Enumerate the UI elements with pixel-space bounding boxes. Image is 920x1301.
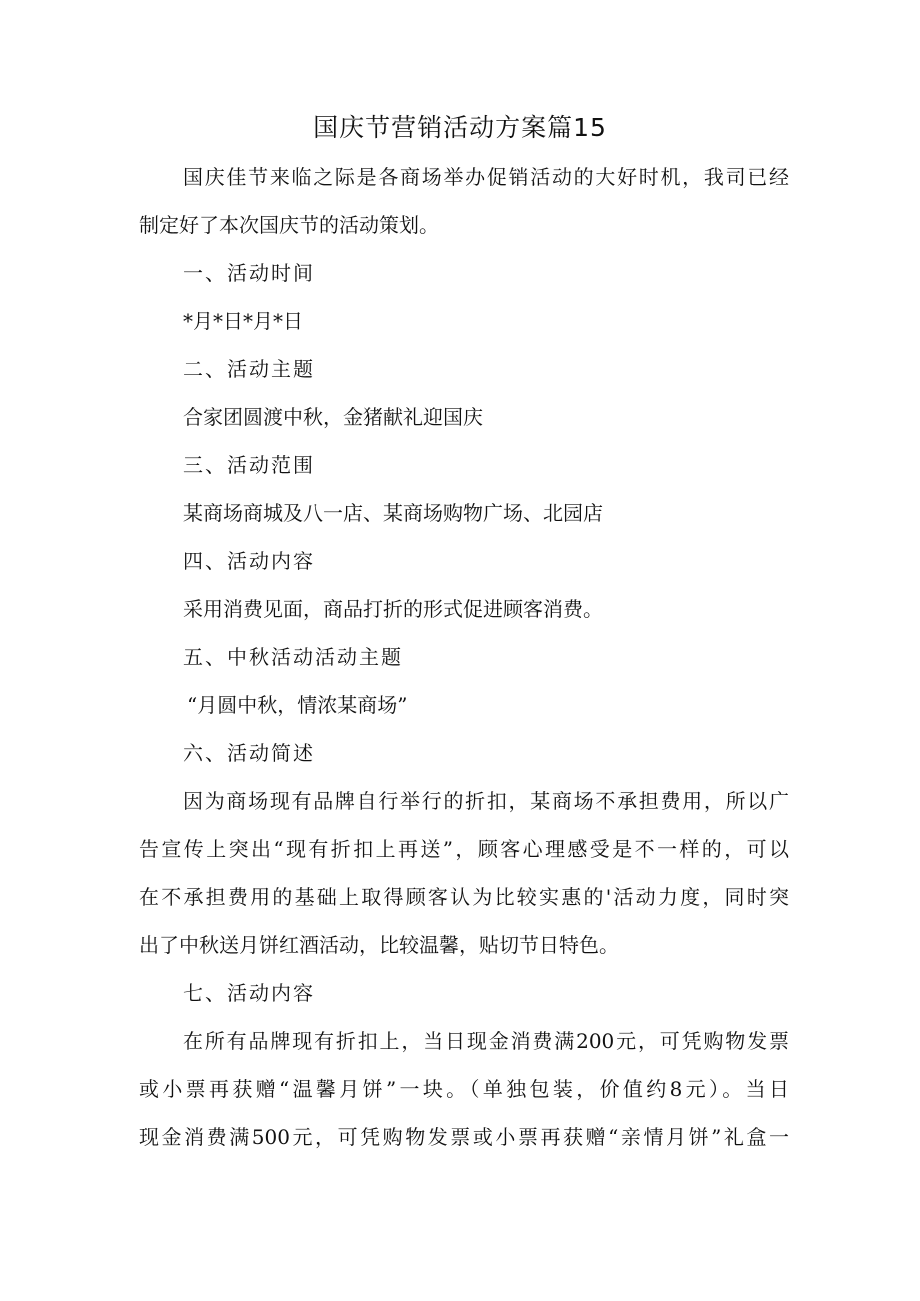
paragraph-line: 现金消费满500元，可凭购物发票或小票再获赠“亲情月饼”礼盒一: [139, 1125, 789, 1149]
paragraph-line: 告宣传上突出“现有折扣上再送”，顾客心理感受是不一样的，可以: [139, 837, 789, 861]
paragraph-line: 采用消费见面，商品打折的形式促进顾客消费。: [183, 597, 603, 621]
paragraph-line: 在不承担费用的基础上取得顾客认为比较实惠的'活动力度，同时突: [139, 885, 789, 909]
paragraph-line: 某商场商城及八一店、某商场购物广场、北园店: [183, 501, 603, 525]
section-heading: 七、活动内容: [183, 981, 315, 1005]
paragraph-line: *月*日*月*日: [183, 309, 303, 333]
paragraph-line: 合家团圆渡中秋，金猪献礼迎国庆: [183, 405, 483, 429]
paragraph-line: 或小票再获赠“温馨月饼”一块。（单独包装，价值约8元）。当日: [139, 1077, 789, 1101]
paragraph-line: 出了中秋送月饼红酒活动，比较温馨，贴切节日特色。: [139, 933, 619, 957]
section-heading: 六、活动简述: [183, 741, 315, 765]
paragraph-line: 因为商场现有品牌自行举行的折扣，某商场不承担费用，所以广: [183, 789, 789, 813]
section-heading: 四、活动内容: [183, 549, 315, 573]
section-heading: 三、活动范围: [183, 453, 315, 477]
document-title: 国庆节营销活动方案篇15: [313, 113, 607, 142]
section-heading: 一、活动时间: [183, 261, 315, 285]
paragraph-line: 国庆佳节来临之际是各商场举办促销活动的大好时机，我司已经: [183, 165, 789, 189]
paragraph-line: 制定好了本次国庆节的活动策划。: [139, 213, 439, 237]
paragraph-line: “月圆中秋，情浓某商场”: [187, 693, 408, 717]
section-heading: 五、中秋活动活动主题: [183, 645, 403, 669]
paragraph-line: 在所有品牌现有折扣上，当日现金消费满200元，可凭购物发票: [183, 1029, 789, 1053]
section-heading: 二、活动主题: [183, 357, 315, 381]
